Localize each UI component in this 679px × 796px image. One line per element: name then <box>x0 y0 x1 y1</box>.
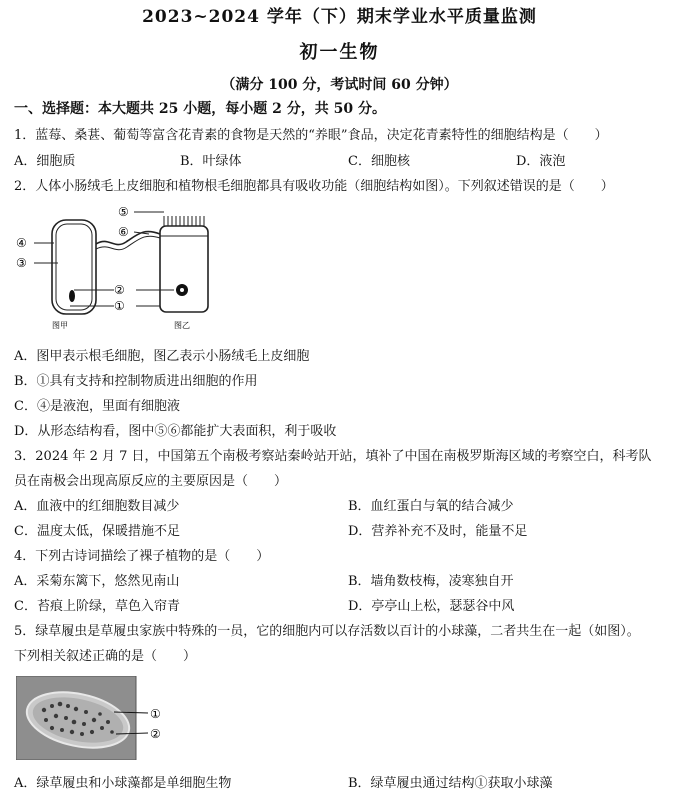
question-4-option-c: C．苔痕上阶绿，草色入帘青 <box>14 599 180 614</box>
label-6: ⑥ <box>118 225 129 239</box>
question-4-option-d: D．亭亭山上松，瑟瑟谷中风 <box>348 599 515 614</box>
question-2-option-d: D．从形态结构看，图中⑤⑥都能扩大表面积，利于吸收 <box>14 424 337 439</box>
question-3-option-b: B．血红蛋白与氧的结合减少 <box>348 499 514 514</box>
caption-figure-a: 图甲 <box>52 321 68 330</box>
subject-title: 初一生物 <box>299 42 380 63</box>
question-2-option-c: C．④是液泡，里面有细胞液 <box>14 399 180 414</box>
cell-structure-figure <box>14 200 234 334</box>
microvilli <box>164 216 204 226</box>
question-4-option-b: B．墙角数枝梅，凌寒独自开 <box>348 574 514 589</box>
question-5-stem-line-2: 下列相关叙述正确的是（ ） <box>14 649 197 664</box>
question-5-option-a: A．绿草履虫和小球藻都是单细胞生物 <box>14 776 232 791</box>
epithelial-cell <box>160 226 208 312</box>
root-cell-nucleus <box>69 290 75 302</box>
question-3-option-a: A．血液中的红细胞数目减少 <box>14 499 180 514</box>
question-5-option-b: B．绿草履虫通过结构①获取小球藻 <box>348 776 553 791</box>
score-info: （满分 100 分，考试时间 60 分钟） <box>221 77 458 93</box>
question-3-stem-line-1: 3．2024 年 2 月 7 日，中国第五个南极考察站秦岭站开站，填补了中国在南极罗斯海区域的考察空白，科考队 <box>14 449 652 464</box>
question-3-option-d: D．营养补充不及时，能量不足 <box>348 524 528 539</box>
paramecium-figure <box>16 676 186 760</box>
question-4-stem: 4．下列古诗词描绘了裸子植物的是（ ） <box>14 549 270 564</box>
question-5-stem-line-1: 5．绿草履虫是草履虫家族中特殊的一员，它的细胞内可以存活数以百计的小球藻，二者共生在一起（如图）。 <box>14 624 640 639</box>
question-2-option-b: B．①具有支持和控制物质进出细胞的作用 <box>14 374 258 389</box>
caption-figure-b: 图乙 <box>174 321 190 330</box>
label-3: ③ <box>16 256 27 270</box>
question-3-stem-line-2: 员在南极会出现高原反应的主要原因是（ ） <box>14 474 288 489</box>
label-2: ② <box>150 727 161 741</box>
question-1-stem: 1．蓝莓、桑葚、葡萄等富含花青素的食物是天然的“养眼”食品，决定花青素特性的细胞结构是（ ） <box>14 128 608 143</box>
label-5: ⑤ <box>118 205 129 219</box>
label-4: ④ <box>16 236 27 250</box>
root-hair-cell <box>52 220 160 314</box>
question-2-stem: 2．人体小肠绒毛上皮细胞和植物根毛细胞都具有吸收功能（细胞结构如图）。下列叙述错误的是（ ） <box>14 179 614 194</box>
question-1-option-c: C．细胞核 <box>348 154 410 169</box>
exam-title: 2023~2024 学年（下）期末学业水平质量监测 <box>142 7 537 27</box>
label-1: ① <box>150 707 161 721</box>
question-1-option-d: D．液泡 <box>516 154 566 169</box>
question-1-option-b: B．叶绿体 <box>180 154 242 169</box>
question-4-option-a: A．采菊东篱下，悠然见南山 <box>14 574 180 589</box>
question-3-option-c: C．温度太低，保暖措施不足 <box>14 524 180 539</box>
label-2: ② <box>114 283 125 297</box>
question-1-option-a: A．细胞质 <box>14 154 76 169</box>
question-2-option-a: A．图甲表示根毛细胞，图乙表示小肠绒毛上皮细胞 <box>14 349 310 364</box>
section-heading: 一、选择题：本大题共 25 小题，每小题 2 分，共 50 分。 <box>14 101 386 117</box>
label-1: ① <box>114 299 125 313</box>
